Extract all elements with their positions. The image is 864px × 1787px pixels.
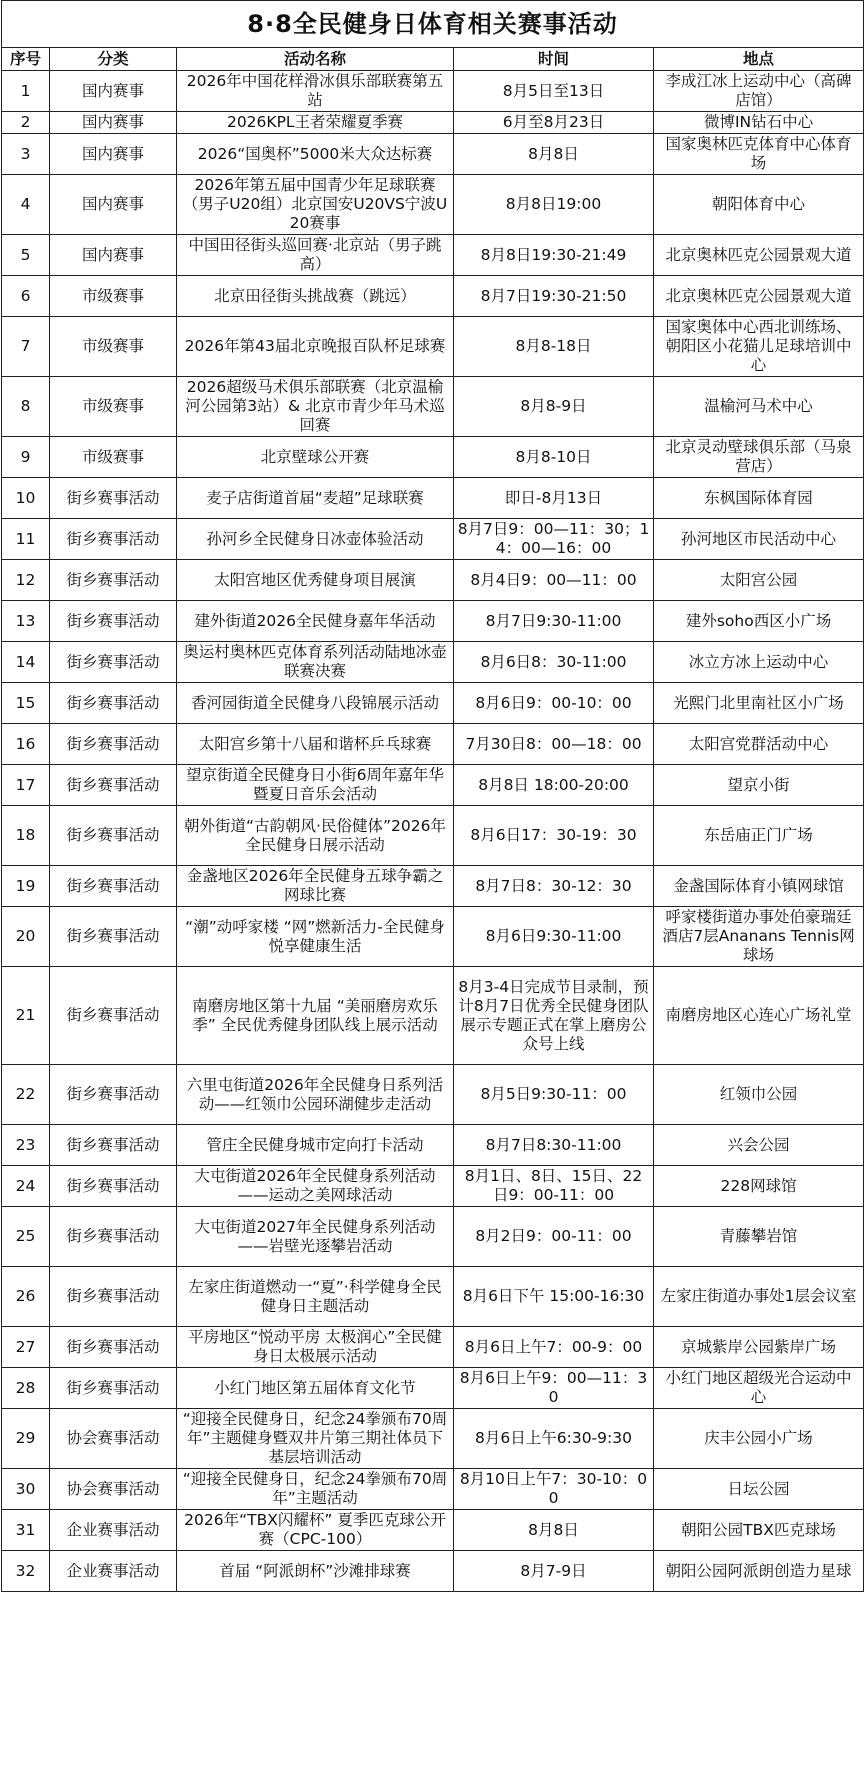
cell-no: 3 (2, 134, 50, 175)
table-row (2, 377, 864, 437)
cell-place: 建外soho西区小广场 (654, 601, 864, 642)
cell-name: 麦子店街道首届“麦超”足球联赛 (177, 478, 454, 519)
cell-category: 国内赛事 (50, 175, 177, 235)
cell-name: 大屯街道2027年全民健身系列活动——岩壁光逐攀岩活动 (177, 1207, 454, 1267)
cell-place: 李成江冰上运动中心（高碑店馆） (654, 71, 864, 112)
table-row (2, 1551, 864, 1592)
table-row (2, 112, 864, 134)
table-row (2, 1409, 864, 1469)
cell-time: 8月6日上午7：00-9：00 (454, 1327, 654, 1368)
cell-name: 2026年第43届北京晚报百队杯足球赛 (177, 317, 454, 377)
cell-time: 6月至8月23日 (454, 112, 654, 134)
cell-place: 温榆河马术中心 (654, 377, 864, 437)
cell-time: 7月30日8：00—18：00 (454, 724, 654, 765)
cell-time: 8月7日9：00—11：30；14：00—16：00 (454, 519, 654, 560)
cell-name: 大屯街道2026年全民健身系列活动——运动之美网球活动 (177, 1166, 454, 1207)
table-row (2, 1327, 864, 1368)
table-row (2, 724, 864, 765)
cell-category: 街乡赛事活动 (50, 1065, 177, 1125)
cell-place: 微博IN钻石中心 (654, 112, 864, 134)
cell-name: “迎接全民健身日，纪念24拳颁布70周年”主题健身暨双井片第三期社体员下基层培训活动 (177, 1409, 454, 1469)
cell-place: 呼家楼街道办事处伯豪瑞廷酒店7层Ananans Tennis网球场 (654, 907, 864, 967)
cell-category: 市级赛事 (50, 437, 177, 478)
table-row (2, 907, 864, 967)
table-row (2, 317, 864, 377)
header-name: 活动名称 (177, 48, 454, 71)
cell-place: 孙河地区市民活动中心 (654, 519, 864, 560)
cell-time: 即日-8月13日 (454, 478, 654, 519)
cell-time: 8月7-9日 (454, 1551, 654, 1592)
cell-no: 19 (2, 866, 50, 907)
table-row (2, 601, 864, 642)
cell-category: 国内赛事 (50, 235, 177, 276)
cell-place: 望京小街 (654, 765, 864, 806)
cell-place: 东岳庙正门广场 (654, 806, 864, 866)
cell-category: 街乡赛事活动 (50, 1166, 177, 1207)
cell-category: 街乡赛事活动 (50, 1207, 177, 1267)
cell-category: 市级赛事 (50, 317, 177, 377)
cell-category: 国内赛事 (50, 134, 177, 175)
title-row (2, 1, 864, 48)
cell-place: 太阳宫公园 (654, 560, 864, 601)
cell-name: 2026超级马术俱乐部联赛（北京温榆河公园第3站）& 北京市青少年马术巡回赛 (177, 377, 454, 437)
cell-name: 望京街道全民健身日小街6周年嘉年华暨夏日音乐会活动 (177, 765, 454, 806)
cell-category: 市级赛事 (50, 377, 177, 437)
cell-name: 北京壁球公开赛 (177, 437, 454, 478)
table-row (2, 642, 864, 683)
cell-time: 8月6日17：30-19：30 (454, 806, 654, 866)
cell-category: 街乡赛事活动 (50, 806, 177, 866)
cell-time: 8月6日下午 15:00-16:30 (454, 1267, 654, 1327)
header-no: 序号 (2, 48, 50, 71)
cell-no: 24 (2, 1166, 50, 1207)
cell-name: 朝外街道“古韵朝风·民俗健体”2026年全民健身日展示活动 (177, 806, 454, 866)
table-row (2, 175, 864, 235)
cell-category: 街乡赛事活动 (50, 1368, 177, 1409)
cell-no: 4 (2, 175, 50, 235)
cell-time: 8月8日 (454, 134, 654, 175)
header-row (2, 48, 864, 71)
cell-category: 协会赛事活动 (50, 1409, 177, 1469)
cell-name: 2026年第五届中国青少年足球联赛（男子U20组）北京国安U20VS宁波U20赛事 (177, 175, 454, 235)
cell-name: 太阳宫乡第十八届和谐杯乒乓球赛 (177, 724, 454, 765)
cell-no: 31 (2, 1510, 50, 1551)
cell-time: 8月10日上午7：30-10：00 (454, 1469, 654, 1510)
cell-name: 小红门地区第五届体育文化节 (177, 1368, 454, 1409)
cell-time: 8月6日上午9：00—11：30 (454, 1368, 654, 1409)
cell-place: 左家庄街道办事处1层会议室 (654, 1267, 864, 1327)
cell-no: 7 (2, 317, 50, 377)
cell-no: 11 (2, 519, 50, 560)
cell-no: 18 (2, 806, 50, 866)
cell-name: 建外街道2026全民健身嘉年华活动 (177, 601, 454, 642)
table-row (2, 437, 864, 478)
cell-time: 8月8日19:30-21:49 (454, 235, 654, 276)
cell-place: 红领巾公园 (654, 1065, 864, 1125)
table-row (2, 866, 864, 907)
cell-category: 街乡赛事活动 (50, 560, 177, 601)
cell-place: 日坛公园 (654, 1469, 864, 1510)
table-row (2, 560, 864, 601)
header-category: 分类 (50, 48, 177, 71)
table-row (2, 71, 864, 112)
cell-name: 平房地区“悦动平房 太极润心”全民健身日太极展示活动 (177, 1327, 454, 1368)
cell-place: 太阳宫党群活动中心 (654, 724, 864, 765)
cell-place: 朝阳体育中心 (654, 175, 864, 235)
cell-no: 10 (2, 478, 50, 519)
cell-category: 街乡赛事活动 (50, 1125, 177, 1166)
cell-category: 街乡赛事活动 (50, 866, 177, 907)
cell-place: 青藤攀岩馆 (654, 1207, 864, 1267)
cell-place: 金盏国际体育小镇网球馆 (654, 866, 864, 907)
cell-time: 8月1日、8日、15日、22日9：00-11：00 (454, 1166, 654, 1207)
cell-time: 8月7日19:30-21:50 (454, 276, 654, 317)
cell-no: 5 (2, 235, 50, 276)
cell-name: 奥运村奥林匹克体育系列活动陆地冰壶联赛决赛 (177, 642, 454, 683)
cell-time: 8月6日上午6:30-9:30 (454, 1409, 654, 1469)
cell-no: 12 (2, 560, 50, 601)
cell-time: 8月7日9:30-11:00 (454, 601, 654, 642)
cell-category: 街乡赛事活动 (50, 724, 177, 765)
cell-category: 街乡赛事活动 (50, 1267, 177, 1327)
table-row (2, 1267, 864, 1327)
cell-name: 香河园街道全民健身八段锦展示活动 (177, 683, 454, 724)
cell-no: 21 (2, 967, 50, 1065)
cell-place: 小红门地区超级光合运动中心 (654, 1368, 864, 1409)
table-row (2, 1166, 864, 1207)
cell-place: 京城紫岸公园紫岸广场 (654, 1327, 864, 1368)
cell-category: 市级赛事 (50, 276, 177, 317)
table-row (2, 1469, 864, 1510)
cell-name: 2026“国奥杯”5000米大众达标赛 (177, 134, 454, 175)
cell-place: 冰立方冰上运动中心 (654, 642, 864, 683)
table-row (2, 1065, 864, 1125)
cell-place: 朝阳公园TBX匹克球场 (654, 1510, 864, 1551)
cell-category: 国内赛事 (50, 112, 177, 134)
cell-place: 北京奥林匹克公园景观大道 (654, 276, 864, 317)
cell-no: 6 (2, 276, 50, 317)
cell-name: 六里屯街道2026年全民健身日系列活动——红领巾公园环湖健步走活动 (177, 1065, 454, 1125)
cell-category: 街乡赛事活动 (50, 765, 177, 806)
table-row (2, 1207, 864, 1267)
cell-name: 2026KPL王者荣耀夏季赛 (177, 112, 454, 134)
cell-no: 27 (2, 1327, 50, 1368)
cell-name: 中国田径街头巡回赛·北京站（男子跳高） (177, 235, 454, 276)
cell-category: 街乡赛事活动 (50, 519, 177, 560)
cell-place: 国家奥林匹克体育中心体育场 (654, 134, 864, 175)
events-table (1, 0, 864, 1592)
cell-category: 国内赛事 (50, 71, 177, 112)
table-row (2, 519, 864, 560)
cell-name: 孙河乡全民健身日冰壶体验活动 (177, 519, 454, 560)
cell-category: 街乡赛事活动 (50, 478, 177, 519)
cell-category: 街乡赛事活动 (50, 642, 177, 683)
cell-category: 企业赛事活动 (50, 1551, 177, 1592)
cell-no: 13 (2, 601, 50, 642)
cell-time: 8月6日9：00-10：00 (454, 683, 654, 724)
cell-category: 协会赛事活动 (50, 1469, 177, 1510)
cell-time: 8月6日8：30-11:00 (454, 642, 654, 683)
cell-no: 15 (2, 683, 50, 724)
cell-time: 8月5日至13日 (454, 71, 654, 112)
table-row (2, 1368, 864, 1409)
cell-time: 8月8-18日 (454, 317, 654, 377)
table-row (2, 683, 864, 724)
cell-no: 23 (2, 1125, 50, 1166)
cell-time: 8月6日9:30-11:00 (454, 907, 654, 967)
header-place: 地点 (654, 48, 864, 71)
cell-no: 20 (2, 907, 50, 967)
cell-category: 街乡赛事活动 (50, 683, 177, 724)
table-row (2, 967, 864, 1065)
cell-name: 2026年“TBX闪耀杯” 夏季匹克球公开赛（CPC-100） (177, 1510, 454, 1551)
cell-time: 8月8日19:00 (454, 175, 654, 235)
cell-place: 光熙门北里南社区小广场 (654, 683, 864, 724)
table-row (2, 235, 864, 276)
cell-no: 2 (2, 112, 50, 134)
cell-name: 2026年中国花样滑冰俱乐部联赛第五站 (177, 71, 454, 112)
cell-no: 1 (2, 71, 50, 112)
header-time: 时间 (454, 48, 654, 71)
page-title: 8·8全民健身日体育相关赛事活动 (2, 1, 864, 48)
cell-no: 25 (2, 1207, 50, 1267)
cell-place: 南磨房地区心连心广场礼堂 (654, 967, 864, 1065)
cell-category: 企业赛事活动 (50, 1510, 177, 1551)
cell-time: 8月8日 (454, 1510, 654, 1551)
cell-category: 街乡赛事活动 (50, 907, 177, 967)
cell-name: 太阳宫地区优秀健身项目展演 (177, 560, 454, 601)
cell-no: 14 (2, 642, 50, 683)
cell-time: 8月8-10日 (454, 437, 654, 478)
cell-time: 8月5日9:30-11：00 (454, 1065, 654, 1125)
cell-name: “迎接全民健身日，纪念24拳颁布70周年”主题活动 (177, 1469, 454, 1510)
table-row (2, 1510, 864, 1551)
cell-place: 兴会公园 (654, 1125, 864, 1166)
cell-name: 首届 “阿派朗杯”沙滩排球赛 (177, 1551, 454, 1592)
cell-name: 左家庄街道燃动一“夏”·科学健身全民健身日主题活动 (177, 1267, 454, 1327)
cell-no: 8 (2, 377, 50, 437)
cell-no: 30 (2, 1469, 50, 1510)
cell-time: 8月7日8:30-11:00 (454, 1125, 654, 1166)
cell-category: 街乡赛事活动 (50, 601, 177, 642)
cell-time: 8月3-4日完成节目录制，预计8月7日优秀全民健身团队展示专题正式在掌上磨房公众号上线 (454, 967, 654, 1065)
cell-time: 8月4日9：00—11：00 (454, 560, 654, 601)
cell-time: 8月7日8：30-12：30 (454, 866, 654, 907)
cell-no: 32 (2, 1551, 50, 1592)
cell-no: 22 (2, 1065, 50, 1125)
cell-no: 17 (2, 765, 50, 806)
cell-place: 北京灵动壁球俱乐部（马泉营店） (654, 437, 864, 478)
cell-no: 16 (2, 724, 50, 765)
cell-no: 29 (2, 1409, 50, 1469)
table-row (2, 1125, 864, 1166)
table-row (2, 478, 864, 519)
table-row (2, 806, 864, 866)
cell-place: 庆丰公园小广场 (654, 1409, 864, 1469)
cell-place: 东枫国际体育园 (654, 478, 864, 519)
table-row (2, 765, 864, 806)
cell-no: 26 (2, 1267, 50, 1327)
cell-place: 228网球馆 (654, 1166, 864, 1207)
cell-place: 朝阳公园阿派朗创造力星球 (654, 1551, 864, 1592)
cell-place: 国家奥体中心西北训练场、朝阳区小花猫儿足球培训中心 (654, 317, 864, 377)
cell-name: “潮”动呼家楼 “网”燃新活力-全民健身悦享健康生活 (177, 907, 454, 967)
table-row (2, 276, 864, 317)
cell-category: 街乡赛事活动 (50, 1327, 177, 1368)
cell-name: 管庄全民健身城市定向打卡活动 (177, 1125, 454, 1166)
cell-place: 北京奥林匹克公园景观大道 (654, 235, 864, 276)
cell-name: 金盏地区2026年全民健身五球争霸之网球比赛 (177, 866, 454, 907)
cell-time: 8月8日 18:00-20:00 (454, 765, 654, 806)
cell-category: 街乡赛事活动 (50, 967, 177, 1065)
cell-name: 北京田径街头挑战赛（跳远） (177, 276, 454, 317)
table-row (2, 134, 864, 175)
cell-no: 9 (2, 437, 50, 478)
cell-time: 8月8-9日 (454, 377, 654, 437)
cell-no: 28 (2, 1368, 50, 1409)
cell-name: 南磨房地区第十九届 “美丽磨房欢乐季” 全民优秀健身团队线上展示活动 (177, 967, 454, 1065)
cell-time: 8月2日9：00-11：00 (454, 1207, 654, 1267)
